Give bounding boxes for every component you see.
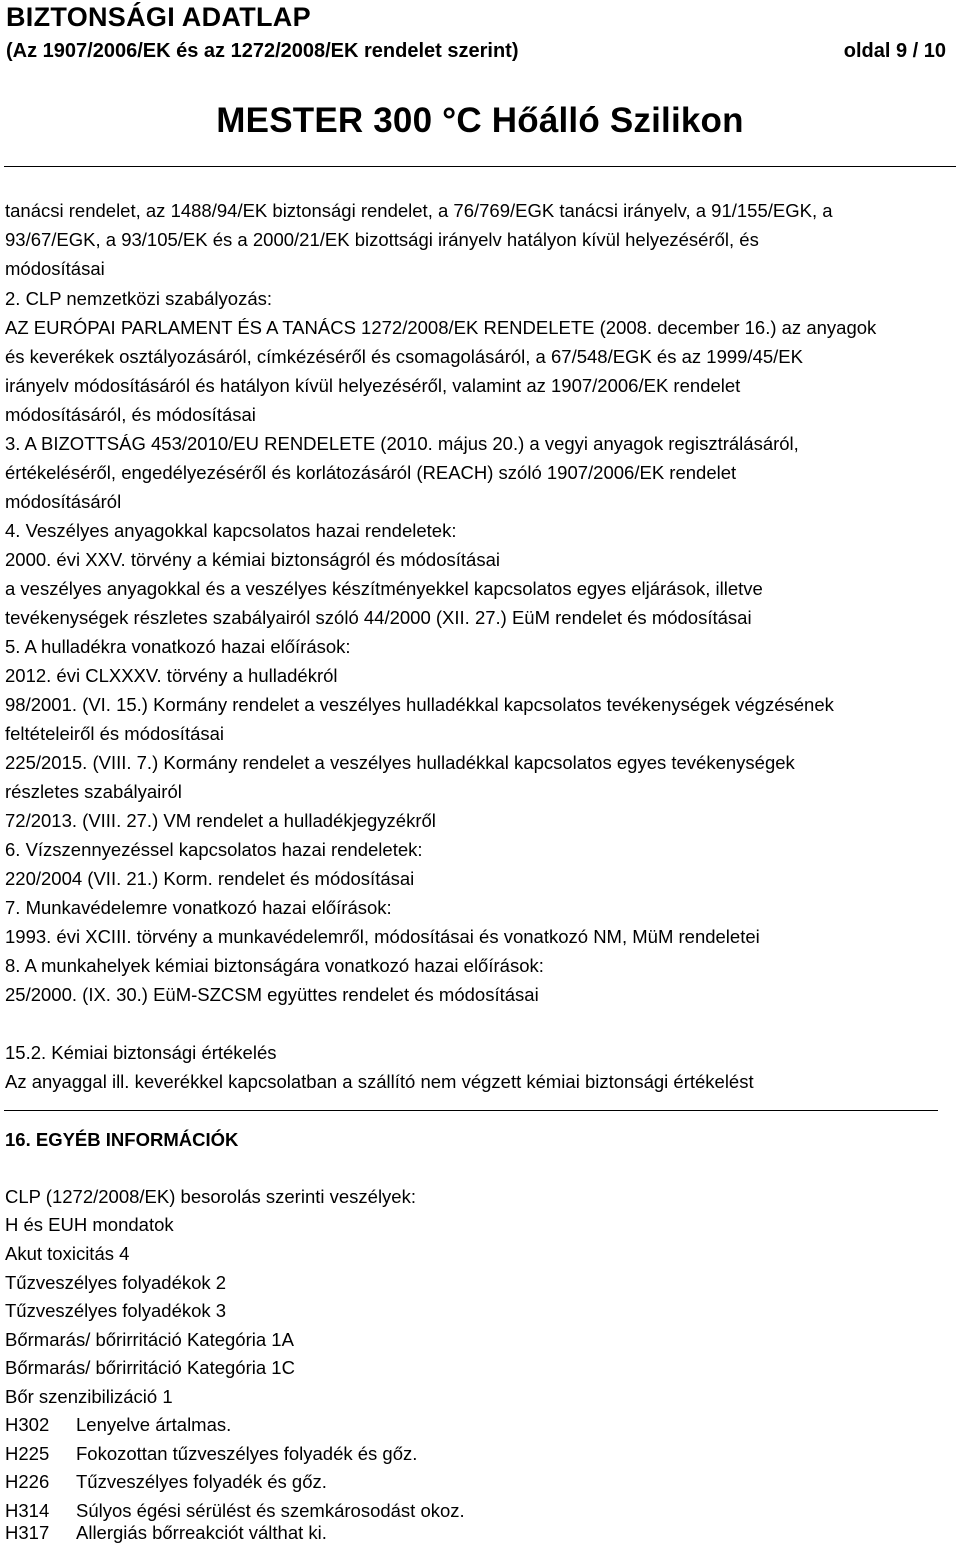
section-line: Akut toxicitás 4 [5,1243,130,1264]
section-line: Bőrmarás/ bőrirritáció Kategória 1A [5,1329,294,1350]
body-line: 6. Vízszennyezéssel kapcsolatos hazai rendeletek: [5,839,423,860]
body-line: feltételeiről és módosításai [5,723,225,744]
body-line: 3. A BIZOTTSÁG 453/2010/EU RENDELETE (2010. május 20.) a vegyi anyagok regisztrálásáról, [5,433,799,454]
body-line: 2. CLP nemzetközi szabályozás: [5,288,273,309]
h-code: H225 [5,1443,50,1464]
regulation-subtitle: (Az 1907/2006/EK és az 1272/2008/EK rendelet szerint) [6,40,519,62]
body-line: 220/2004 (VII. 21.) Korm. rendelet és módosításai [5,868,415,889]
document-title: BIZTONSÁGI ADATLAP [6,2,311,32]
body-line: tevékenységek részletes szabályairól szóló 44/2000 (XII. 27.) EüM rendelet és módosításai [5,607,752,628]
body-line: 4. Veszélyes anyagokkal kapcsolatos hazai rendeletek: [5,520,457,541]
h-code: H226 [5,1471,50,1492]
h-text: Tűzveszélyes folyadék és gőz. [76,1471,327,1492]
section-line: CLP (1272/2008/EK) besorolás szerinti veszélyek: [5,1186,416,1207]
section-line: H és EUH mondatok [5,1214,174,1235]
body-line: részletes szabályairól [5,781,182,802]
body-line: 5. A hulladékra vonatkozó hazai előírások: [5,636,351,657]
h-text: Súlyos égési sérülést és szemkárosodást okoz. [76,1500,465,1521]
h-code: H302 [5,1414,50,1435]
section-text: Az anyaggal ill. keverékkel kapcsolatban a szállító nem végzett kémiai biztonsági értékelést [5,1071,754,1092]
section-heading: 15.2. Kémiai biztonsági értékelés [5,1042,277,1063]
body-line: 72/2013. (VIII. 27.) VM rendelet a hulladékjegyzékről [5,810,436,831]
product-name: MESTER 300 °C Hőálló Szilikon [216,101,744,140]
body-line: értékeléséről, engedélyezéséről és korlátozásáról (REACH) szóló 1907/2006/EK rendelet [5,462,737,483]
section-line: Tűzveszélyes folyadékok 3 [5,1300,227,1321]
body-line: módosításáról, és módosításai [5,404,256,425]
body-line: 7. Munkavédelemre vonatkozó hazai előírások: [5,897,392,918]
page-number: oldal 9 / 10 [843,40,946,62]
body-line: AZ EURÓPAI PARLAMENT ÉS A TANÁCS 1272/2008/EK RENDELETE (2008. december 16.) az anyagok [5,317,877,338]
body-line: 1993. évi XCIII. törvény a munkavédelemről, módosításai és vonatkozó NM, MüM rendeletei [5,926,760,947]
section-line: Tűzveszélyes folyadékok 2 [5,1272,227,1293]
body-line: 2012. évi CLXXXV. törvény a hulladékról [5,665,338,686]
body-line: módosításai [5,258,105,279]
header-divider [4,166,956,167]
body-line: módosításáról [5,491,122,512]
body-line: 25/2000. (IX. 30.) EüM-SZCSM együttes rendelet és módosításai [5,984,539,1005]
body-line: 2000. évi XXV. törvény a kémiai biztonságról és módosításai [5,549,500,570]
section-heading: 16. EGYÉB INFORMÁCIÓK [5,1129,239,1150]
h-code: H314 [5,1500,50,1521]
body-line: a veszélyes anyagokkal és a veszélyes készítményekkel kapcsolatos egyes eljárások, illetve [5,578,763,599]
body-line: 98/2001. (VI. 15.) Kormány rendelet a veszélyes hulladékkal kapcsolatos tevékenységek végzésének [5,694,834,715]
body-line: és keverékek osztályozásáról, címkézéséről és csomagolásáról, a 67/548/EGK és az 1999/45/EK [5,346,803,367]
h-text: Lenyelve ártalmas. [76,1414,232,1435]
section-line: Bőr szenzibilizáció 1 [5,1386,173,1407]
section-line: Bőrmarás/ bőrirritáció Kategória 1C [5,1357,295,1378]
h-code: H317 [5,1522,50,1543]
h-text: Fokozottan tűzveszélyes folyadék és gőz. [76,1443,418,1464]
body-line: irányelv módosításáról és hatályon kívül helyezéséről, valamint az 1907/2006/EK rendelet [5,375,741,396]
h-text: Allergiás bőrreakciót válthat ki. [76,1522,327,1543]
body-line: 8. A munkahelyek kémiai biztonságára vonatkozó hazai előírások: [5,955,544,976]
body-line: 93/67/EGK, a 93/105/EK és a 2000/21/EK bizottsági irányelv hatályon kívül helyezéséről, és [5,229,759,250]
section-divider [4,1110,938,1111]
body-line: 225/2015. (VIII. 7.) Kormány rendelet a veszélyes hulladékkal kapcsolatos egyes tevékenységek [5,752,795,773]
body-line: tanácsi rendelet, az 1488/94/EK biztonsági rendelet, a 76/769/EGK tanácsi irányelv, a 91/155/EGK, a [5,200,833,221]
